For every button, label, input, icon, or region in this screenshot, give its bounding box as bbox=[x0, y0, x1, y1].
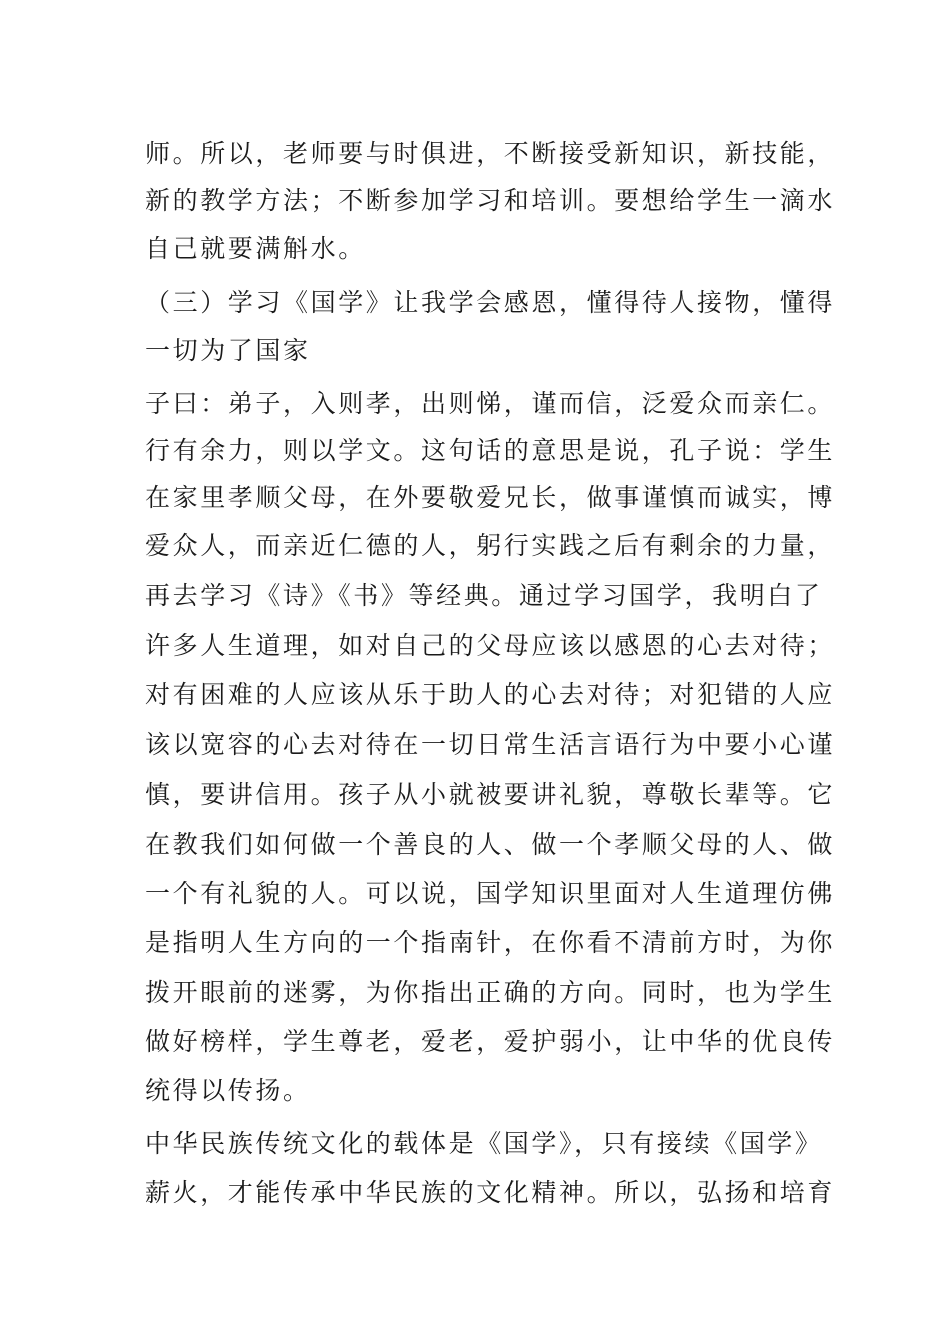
text-line: 自己就要满斛水。 bbox=[145, 234, 366, 263]
text-line: 子曰：弟子，入则孝，出则悌，谨而信，泛爱众而亲仁。 bbox=[145, 389, 836, 418]
text-line: 中华民族传统文化的载体是《国学》，只有接续《国学》 bbox=[145, 1129, 823, 1158]
text-line: 许多人生道理，如对自己的父母应该以感恩的心去对待； bbox=[145, 631, 836, 660]
text-line: 在教我们如何做一个善良的人、做一个孝顺父母的人、做 bbox=[145, 830, 836, 859]
text-line: 在家里孝顺父母，在外要敬爱兄长，做事谨慎而诚实，博 bbox=[145, 483, 836, 512]
text-line: 新的教学方法；不断参加学习和培训。要想给学生一滴水 bbox=[145, 186, 836, 215]
text-line: 是指明人生方向的一个指南针，在你看不清前方时，为你 bbox=[145, 928, 836, 957]
text-line: 拨开眼前的迷雾，为你指出正确的方向。同时，也为学生 bbox=[145, 978, 836, 1007]
section-heading-line: 一切为了国家 bbox=[145, 336, 311, 365]
section-heading-line: （三）学习《国学》让我学会感恩，懂得待人接物，懂得 bbox=[145, 288, 836, 317]
text-line: 再去学习《诗》《书》等经典。通过学习国学，我明白了 bbox=[145, 581, 823, 610]
text-line: 对有困难的人应该从乐于助人的心去对待；对犯错的人应 bbox=[145, 680, 836, 709]
text-line: 爱众人，而亲近仁德的人，躬行实践之后有剩余的力量， bbox=[145, 531, 836, 560]
text-line: 一个有礼貌的人。可以说，国学知识里面对人生道理仿佛 bbox=[145, 879, 836, 908]
text-line: 薪火，才能传承中华民族的文化精神。所以，弘扬和培育 bbox=[145, 1178, 836, 1207]
text-line: 做好榜样，学生尊老，爱老，爱护弱小，让中华的优良传 bbox=[145, 1027, 836, 1056]
text-line: 慎，要讲信用。孩子从小就被要讲礼貌，尊敬长辈等。它 bbox=[145, 780, 836, 809]
text-line: 统得以传扬。 bbox=[145, 1076, 311, 1105]
text-line: 该以宽容的心去对待在一切日常生活言语行为中要小心谨 bbox=[145, 730, 836, 759]
text-line: 行有余力，则以学文。这句话的意思是说，孔子说：学生 bbox=[145, 436, 836, 465]
text-line: 师。所以，老师要与时俱进，不断接受新知识，新技能， bbox=[145, 139, 836, 168]
